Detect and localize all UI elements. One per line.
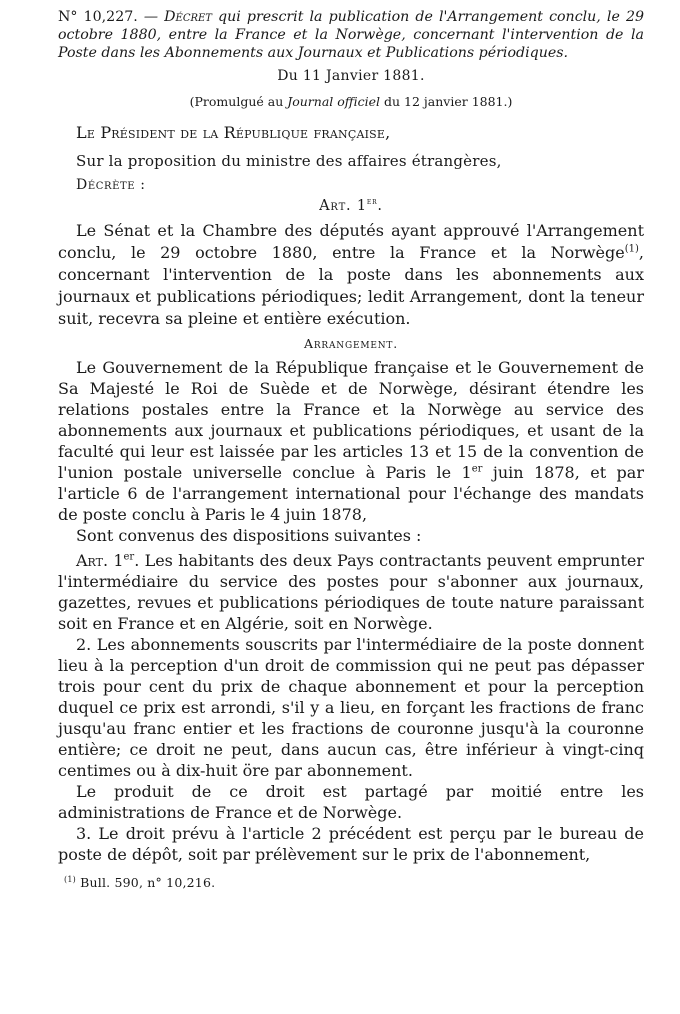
decree-date: Du 11 Janvier 1881. [277, 68, 425, 84]
arrangement-article-1-text: . Les habitants des deux Pays contractants peuvent emprunter l'intermédiaire du service des postes pour s'abonner aux journaux, gazettes, revues et publications périodiques de toute nature paraissant soit en France et en Algérie, soit en Norwège. [58, 550, 644, 633]
arrangement-intro-a: Le Gouvernement de la République française et le Gouvernement de Sa Majesté le Roi de Suède et de Norwège, désirant étendre les relations postales entre la France et la Norwège au service des abonnements aux journaux et publications périodiques, et usant de la faculté qui leur est laissée par les articles 13 et 15 de la convention de l'union postale universelle conclue à Paris le 1 [58, 357, 644, 482]
article-1-decree-text [58, 220, 644, 330]
footnote-text: Bull. 590, n° 10,216. [75, 874, 216, 890]
promulgation-journal: Journal officiel [287, 94, 381, 109]
proposition-line: Sur la proposition du ministre des affaires étrangères, [76, 152, 502, 170]
promulgation-before: (Promulgué au [189, 94, 288, 109]
footnote [64, 875, 644, 890]
decrete-line: Décrète : [76, 177, 146, 193]
arrangement-intro-sup: er [471, 463, 483, 475]
article-1-title-label: Art. 1 [319, 197, 367, 214]
heading-dash: — [137, 9, 165, 25]
document-page [58, 8, 644, 890]
art1-text-b: , concernant l'intervention de la poste dans les abonnements aux journaux et publications périodiques; ledit Arrangement, dont la teneur suit, recevra sa pleine et entière exécution. [58, 242, 644, 328]
arrangement-article-1-label: Art. 1 [76, 550, 124, 570]
convenus-line: Sont convenus des dispositions suivantes : [76, 525, 422, 545]
arrangement-article-1-sup: er [123, 551, 135, 563]
arrangement-article-2: 2. Les abonnements souscrits par l'intermédiaire de la poste donnent lieu à la perception d'un droit de commission qui ne peut pas dépasser trois pour cent du prix de chaque abonnement et pour la perception duquel ce prix est arrondi, s'il y a lieu, en forçant les fractions de franc jusqu'au franc entier et les fractions de couronne jusqu'à la couronne entière; ce droit ne peut, dans aucun cas, être inférieur à vingt-cinq centimes ou à dix-huit öre par abonnement. [58, 634, 644, 780]
decree-title: qui prescrit la publication de l'Arrangement conclu, le 29 octobre 1880, entre la France et la Norwège, concernant l'intervention de la Poste dans les Abonnements aux Journaux et Publications périodiques. [58, 9, 644, 61]
arrangement-article-2-bis: Le produit de ce droit est partagé par moitié entre les administrations de France et de Norwège. [58, 781, 644, 822]
decree-heading [58, 8, 644, 62]
arrangement-heading: Arrangement. [304, 335, 398, 351]
arrangement-article-1 [58, 550, 644, 634]
decree-word: Décret [164, 9, 212, 25]
arrangement-intro [58, 357, 644, 525]
decree-number: N° 10,227. [58, 9, 138, 25]
footnote-ref: (1) [624, 243, 639, 255]
promulgation-after: du 12 janvier 1881.) [380, 94, 513, 109]
footnote-mark: (1) [64, 874, 76, 884]
art1-text-a: Le Sénat et la Chambre des députés ayant approuvé l'Arrangement conclu, le 29 octobre 1880, entre la France et la Norwège [58, 220, 644, 262]
article-1-title: Art. 1er. [319, 197, 383, 214]
president-line: Le Président de la République française, [76, 123, 391, 142]
promulgation-note [58, 94, 644, 109]
article-1-title-sup: er [366, 197, 378, 207]
arrangement-article-3: 3. Le droit prévu à l'article 2 précédent est perçu par le bureau de poste de dépôt, soit par prélèvement sur le prix de l'abonnement, [58, 823, 644, 864]
arrangement-intro-b: juin 1878, et par l'article 6 de l'arrangement international pour l'échange des mandats de poste conclu à Paris le 4 juin 1878, [58, 462, 644, 524]
